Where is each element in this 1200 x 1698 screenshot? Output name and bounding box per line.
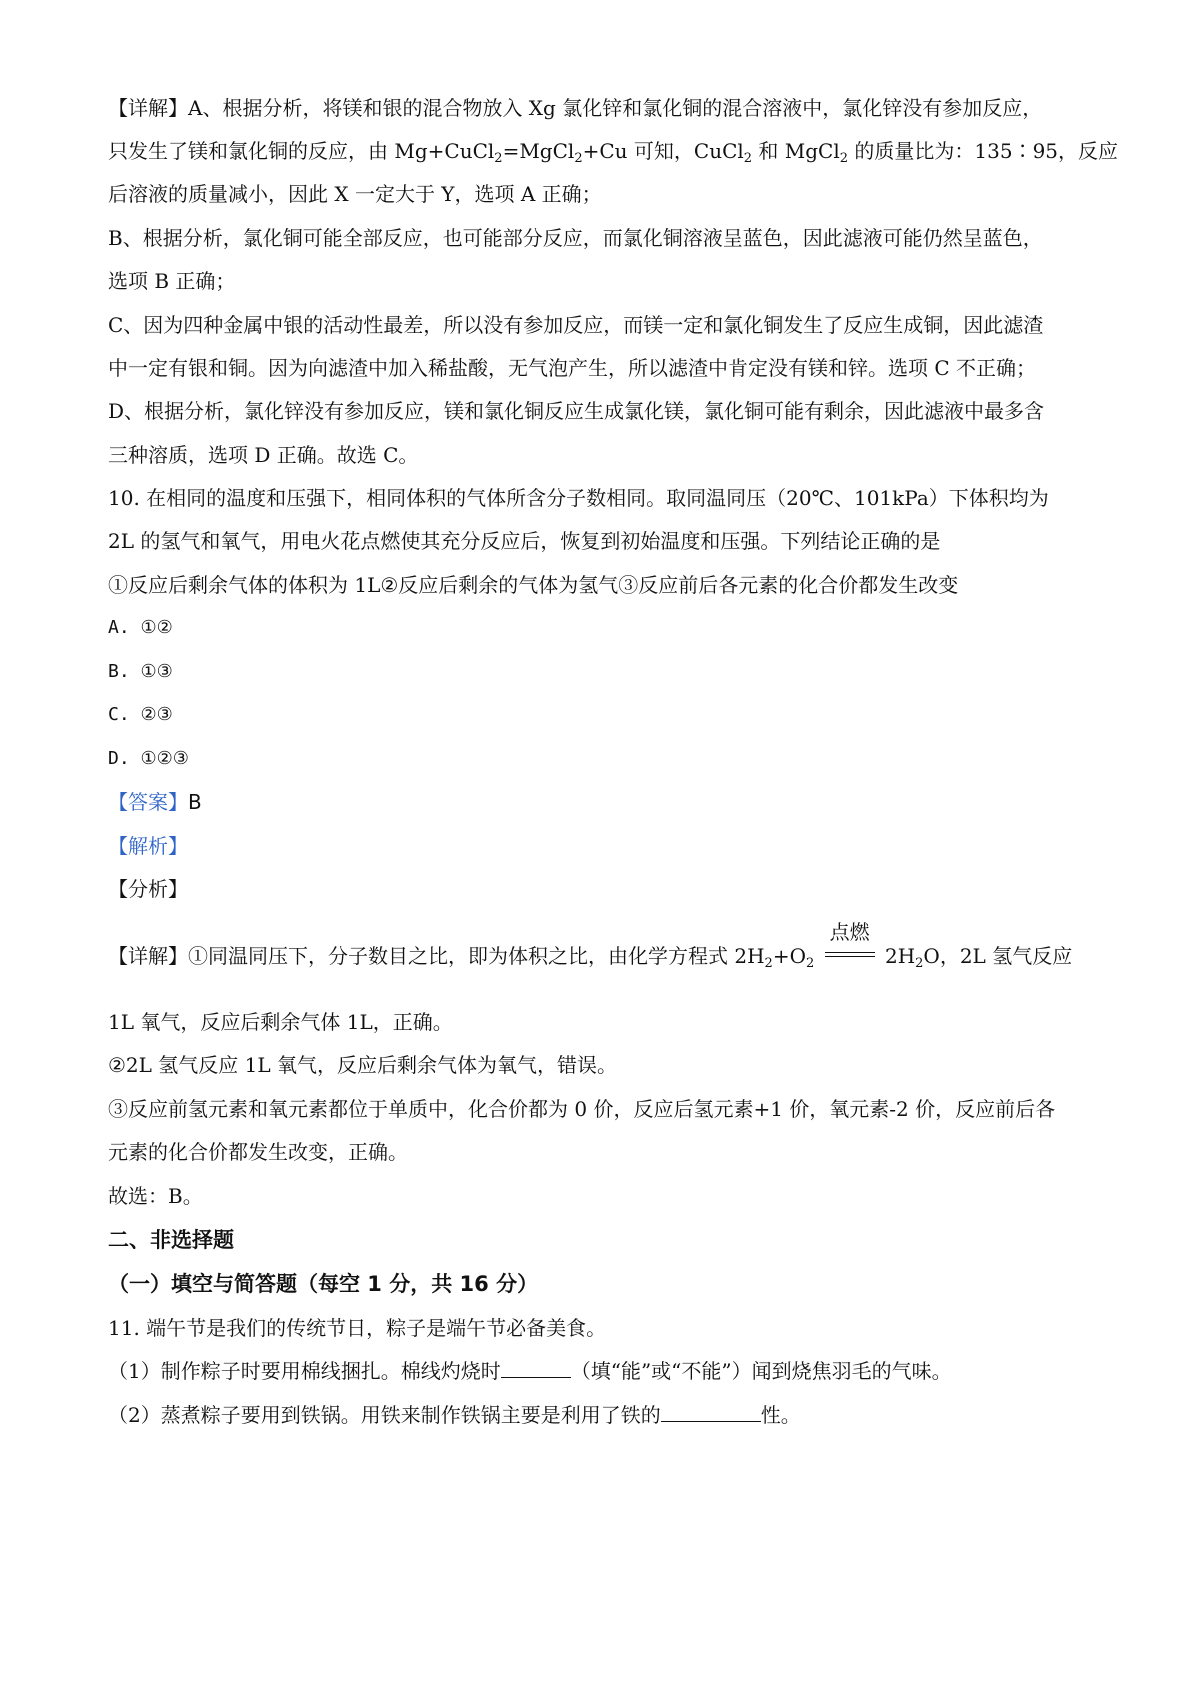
section-title: 二、非选择题 <box>108 1228 234 1252</box>
chemical-equation: $2H_2+O_2$ 点燃 $2H_2O$ <box>734 919 940 971</box>
option-b: B. ①③ <box>108 661 173 682</box>
option-d: D. ①②③ <box>108 748 189 769</box>
detail-line-3: 后溶液的质量减小，因此 X 一定大于 Y，选项 A 正确； <box>108 182 602 206</box>
detail-line-5: 选项 B 正确； <box>108 269 236 293</box>
detail-10-line-4: ③反应前氢元素和氧元素都位于单质中，化合价都为 0 价，反应后氢元素+1 价，氧元素-2 价，反应前后各 <box>108 1097 1056 1121</box>
fenxi-label: 【分析】 <box>108 877 188 901</box>
detail-line-1: 【详解】A、根据分析，将镁和银的混合物放入 Xg 氯化锌和氯化铜的混合溶液中，氯化锌没有参加反应， <box>108 96 1043 120</box>
answer-label: 【答案】 <box>108 790 188 814</box>
detail-label: 【详解】 <box>108 96 188 120</box>
question-10-stem-1: 10. 在相同的温度和压强下，相同体积的气体所含分子数相同。取同温同压（20℃、101kPa）下体积均为 <box>108 486 1049 510</box>
detail-10-line-6: 故选：B。 <box>108 1184 203 1208</box>
detail-line-8: D、根据分析，氯化锌没有参加反应，镁和氯化铜反应生成氯化镁，氯化铜可能有剩余，因此滤液中最多含 <box>108 399 1045 423</box>
detail-line-2: 只发生了镁和氯化铜的反应，由 Mg+CuCl$_2$=MgCl$_2$+Cu 可知，CuCl$_2$ 和 MgCl$_2$ 的质量比为：135∶95，反应 <box>108 139 1119 166</box>
section-subtitle: （一）填空与简答题（每空 1 分，共 16 分） <box>108 1272 539 1296</box>
answer-blank-1[interactable] <box>501 1357 571 1378</box>
option-c: C. ②③ <box>108 704 173 725</box>
detail-line-6: C、因为四种金属中银的活动性最差，所以没有参加反应，而镁一定和氯化铜发生了反应生成铜，因此滤渣 <box>108 313 1044 337</box>
reaction-condition: 点燃 <box>829 919 870 944</box>
question-10-statements: ①反应后剩余气体的体积为 1L②反应后剩余的气体为氢气③反应前后各元素的化合价都发生改变 <box>108 573 959 597</box>
analysis-label: 【解析】 <box>108 834 188 858</box>
reaction-arrow <box>825 919 875 972</box>
question-11-stem: 11. 端午节是我们的传统节日，粽子是端午节必备美食。 <box>108 1316 607 1340</box>
detail-line-4: B、根据分析，氯化铜可能全部反应，也可能部分反应，而氯化铜溶液呈蓝色，因此滤液可能仍然呈蓝色， <box>108 226 1043 250</box>
detail-10-line-1: 【详解】①同温同压下，分子数目之比，即为体积之比，由化学方程式 $2H_2+O_2$ 点燃 $2H_2O$，2L 氢气反应 <box>108 919 1073 971</box>
answer-value: B <box>188 790 202 814</box>
detail-line-9: 三种溶质，选项 D 正确。故选 C。 <box>108 443 419 467</box>
question-11-part-2: （2）蒸煮粽子要用到铁锅。用铁来制作铁锅主要是利用了铁的 性。 <box>108 1403 801 1427</box>
answer-line <box>108 788 202 816</box>
detail-10-line-3: ②2L 氢气反应 1L 氧气，反应后剩余气体为氧气，错误。 <box>108 1053 618 1077</box>
detail-10-label: 【详解】 <box>108 944 188 968</box>
question-10-stem-2: 2L 的氢气和氧气，用电火花点燃使其充分反应后，恢复到初始温度和压强。下列结论正确的是 <box>108 529 941 553</box>
detail-10-line-5: 元素的化合价都发生改变，正确。 <box>108 1140 408 1164</box>
question-11-part-1: （1）制作粽子时要用棉线捆扎。棉线灼烧时 （填“能”或“不能”）闻到烧焦羽毛的气味。 <box>108 1359 952 1383</box>
detail-line-7: 中一定有银和铜。因为向滤渣中加入稀盐酸，无气泡产生，所以滤渣中肯定没有镁和锌。选项 C 不正确； <box>108 356 1037 380</box>
option-a: A. ①② <box>108 617 173 638</box>
detail-10-line-2: 1L 氧气，反应后剩余气体 1L，正确。 <box>108 1010 453 1034</box>
answer-blank-2[interactable] <box>661 1401 761 1422</box>
